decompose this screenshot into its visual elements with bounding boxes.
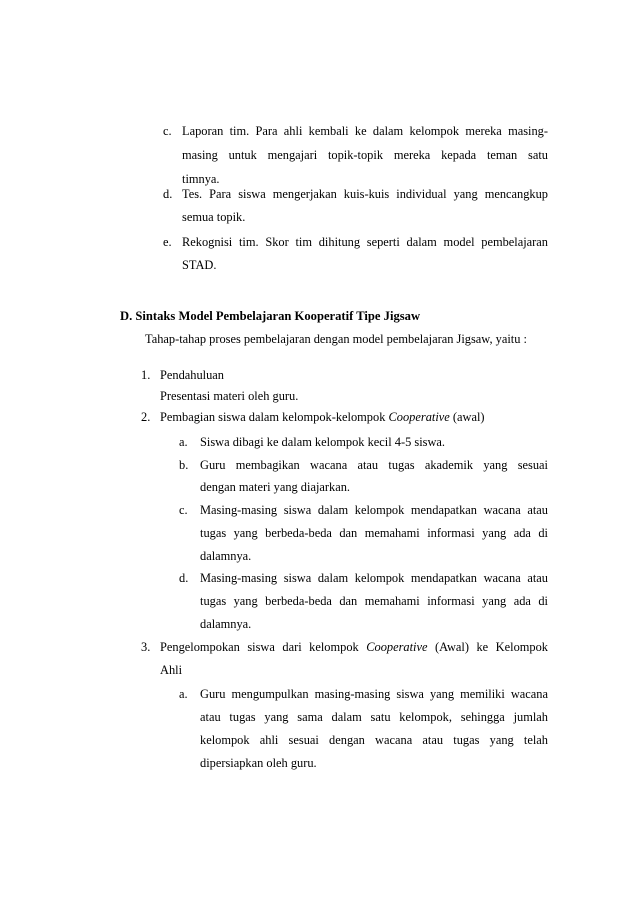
step-2-item-c-line-2: tugas yang berbeda-beda dan memahami informasi yang ada di: [200, 526, 548, 540]
list-item-c-line-2: masing untuk mengajari topik-topik mereka kepada teman satu: [182, 148, 548, 162]
step-3-title-line-2: Ahli: [160, 663, 183, 677]
step-3-title-italic: Cooperative: [366, 640, 428, 654]
step-3-item-a-line-3: kelompok ahli sesuai dengan wacana atau tugas yang telah: [200, 733, 548, 747]
step-3-item-a-marker: a.: [179, 687, 188, 701]
step-2-item-c-line-3: dalamnya.: [200, 549, 252, 563]
step-2-item-c-line-1: Masing-masing siswa dalam kelompok mendapatkan wacana atau: [200, 503, 548, 517]
step-2-item-d-line-2: tugas yang berbeda-beda dan memahami informasi yang ada di: [200, 594, 548, 608]
step-1-sub: Presentasi materi oleh guru.: [160, 389, 299, 403]
step-2-marker: 2.: [141, 410, 151, 424]
list-item-c-line-1: Laporan tim. Para ahli kembali ke dalam kelompok mereka masing-: [182, 124, 548, 138]
step-2-title-pre: Pembagian siswa dalam kelompok-kelompok: [160, 410, 386, 424]
list-item-e-line-1: Rekognisi tim. Skor tim dihitung seperti dalam model pembelajaran: [182, 235, 548, 249]
step-3-item-a-line-1: Guru mengumpulkan masing-masing siswa yang memiliki wacana: [200, 687, 548, 701]
step-2-item-b-line-2: dengan materi yang diajarkan.: [200, 480, 351, 494]
intro-text: Tahap-tahap proses pembelajaran dengan model pembelajaran Jigsaw, yaitu :: [145, 332, 527, 346]
step-2-item-d-line-3: dalamnya.: [200, 617, 252, 631]
list-marker-c: c.: [163, 124, 172, 138]
step-3-title: [160, 639, 548, 655]
section-heading: D. Sintaks Model Pembelajaran Kooperatif Tipe Jigsaw: [120, 309, 421, 323]
list-item-d-line-1: Tes. Para siswa mengerjakan kuis-kuis individual yang mencangkup: [182, 187, 548, 201]
step-2-item-d-line-1: Masing-masing siswa dalam kelompok mendapatkan wacana atau: [200, 571, 548, 585]
list-item-e-line-2: STAD.: [182, 258, 217, 272]
step-3-item-a-line-2: atau tugas yang sama dalam satu kelompok, sehingga jumlah: [200, 710, 548, 724]
step-2-item-b-marker: b.: [179, 458, 189, 472]
step-3-title-post: (Awal) ke Kelompok: [435, 640, 548, 654]
step-2-item-a-line-1: Siswa dibagi ke dalam kelompok kecil 4-5 siswa.: [200, 435, 446, 449]
step-2-item-c-marker: c.: [179, 503, 188, 517]
step-2-title: [160, 409, 485, 425]
step-3-title-pre: Pengelompokan siswa dari kelompok: [160, 640, 359, 654]
list-item-d-line-2: semua topik.: [182, 210, 246, 224]
step-2-title-italic: Cooperative: [388, 410, 450, 424]
step-2-item-b-line-1: Guru membagikan wacana atau tugas akademik yang sesuai: [200, 458, 548, 472]
step-1-title: Pendahuluan: [160, 368, 225, 382]
step-3-item-a-line-4: dipersiapkan oleh guru.: [200, 756, 317, 770]
list-marker-e: e.: [163, 235, 172, 249]
step-2-title-post: (awal): [452, 410, 485, 424]
list-item-c-line-3: timnya.: [182, 172, 220, 186]
step-3-marker: 3.: [141, 640, 151, 654]
step-2-item-d-marker: d.: [179, 571, 189, 585]
list-marker-d: d.: [163, 187, 173, 201]
step-2-item-a-marker: a.: [179, 435, 188, 449]
step-1-marker: 1.: [141, 368, 151, 382]
